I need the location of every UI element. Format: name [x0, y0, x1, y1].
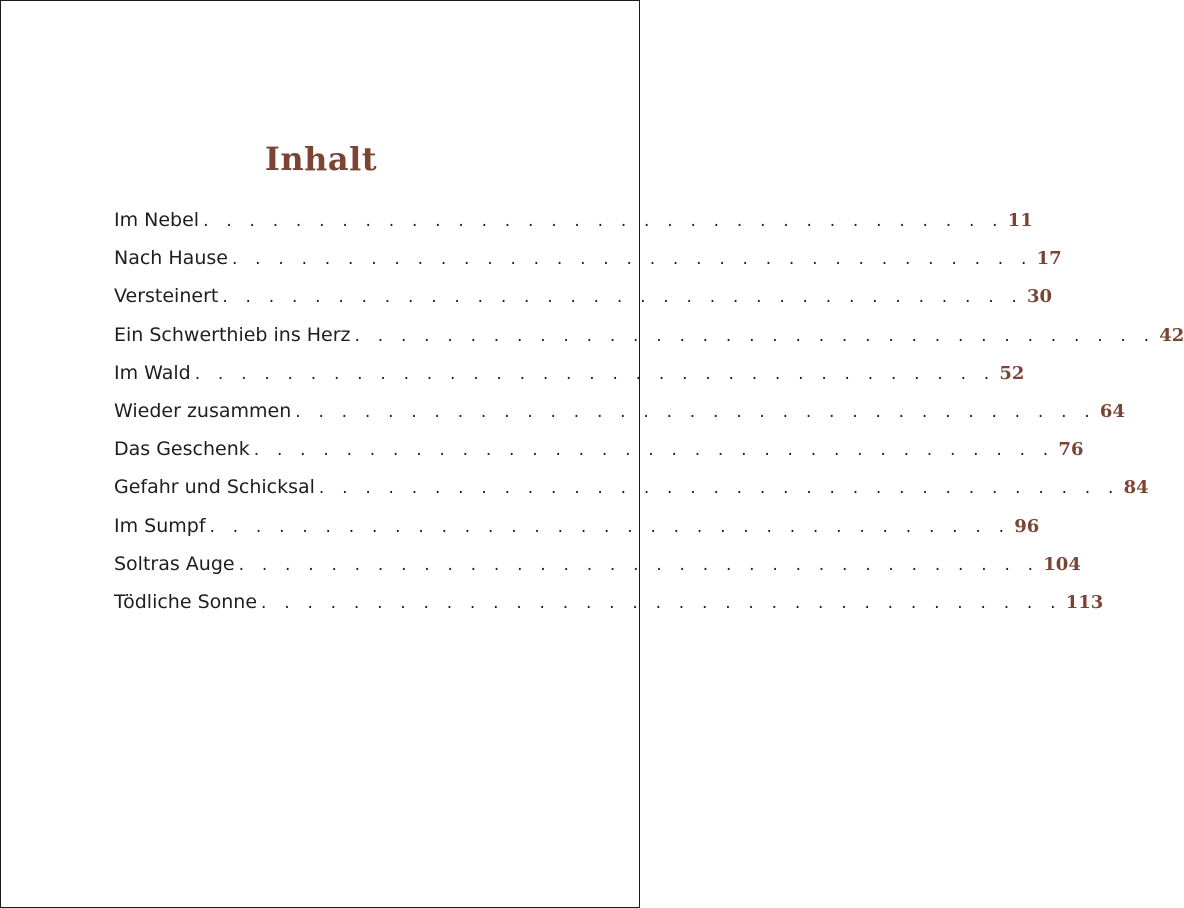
toc-entry-title: Soltras Auge — [114, 552, 235, 575]
dot-leader: . . . . . . . . . . . . . . . . . . . . . . . . . . . . . . . . . . . — [203, 211, 1004, 231]
toc-entry-page: 113 — [1065, 591, 1104, 613]
toc-entry-page: 64 — [1099, 400, 1125, 422]
toc-entry-page: 30 — [1027, 286, 1053, 308]
dot-leader: . . . . . . . . . . . . . . . . . . . . . . . . . . . . . . . . . . . — [318, 478, 1120, 499]
dot-leader: . . . . . . . . . . . . . . . . . . . . . . . . . . . . . . . . . . . — [238, 554, 1040, 575]
toc-entry-title: Das Geschenk — [114, 438, 250, 461]
dot-leader: . . . . . . . . . . . . . . . . . . . . . . . . . . . . . . . . . . . — [231, 249, 1033, 270]
toc-entry-title: Tödliche Sonne — [114, 590, 258, 613]
dot-leader: . . . . . . . . . . . . . . . . . . . . . . . . . . . . . . . . . . . — [261, 592, 1062, 613]
toc-entry-page: 96 — [1014, 515, 1040, 537]
toc-entry — [114, 507, 1040, 545]
toc-entry-title: Im Sumpf — [114, 514, 206, 537]
toc-entry-title: Nach Hause — [114, 247, 228, 270]
toc-entry-title: Gefahr und Schicksal — [114, 476, 315, 499]
toc-entry — [114, 239, 1062, 277]
dot-leader: . . . . . . . . . . . . . . . . . . . . . . . . . . . . . . . . . . . — [253, 440, 1055, 461]
toc-entry-page: 17 — [1036, 248, 1062, 270]
toc-entry-title: Im Wald — [114, 361, 191, 384]
dot-leader: . . . . . . . . . . . . . . . . . . . . . . . . . . . . . . . . . . . — [209, 516, 1011, 537]
dot-leader: . . . . . . . . . . . . . . . . . . . . . . . . . . . . . . . . . . . — [295, 401, 1096, 422]
page-title: Inhalt — [264, 140, 378, 179]
toc-entry — [114, 316, 1184, 354]
toc-entry-title: Im Nebel — [114, 209, 200, 231]
table-of-contents — [114, 201, 1184, 621]
toc-entry — [114, 392, 1125, 430]
toc-entry — [114, 354, 1025, 392]
dot-leader: . . . . . . . . . . . . . . . . . . . . . . . . . . . . . . . . . . . — [222, 287, 1024, 308]
toc-entry-title: Ein Schwerthieb ins Herz — [114, 323, 351, 346]
toc-entry — [114, 430, 1084, 468]
toc-entry-page: 42 — [1159, 324, 1184, 346]
toc-entry-title: Versteinert — [114, 285, 219, 308]
dot-leader: . . . . . . . . . . . . . . . . . . . . . . . . . . . . . . . . . . . — [354, 325, 1156, 346]
toc-entry — [114, 468, 1149, 506]
toc-entry-page: 76 — [1058, 439, 1084, 461]
toc-entry-page: 104 — [1043, 553, 1081, 575]
toc-entry — [114, 277, 1053, 315]
toc-entry — [114, 201, 1033, 239]
toc-entry-page: 84 — [1123, 477, 1149, 499]
toc-entry-page: 11 — [1007, 210, 1033, 231]
toc-entry — [114, 583, 1104, 621]
toc-entry — [114, 545, 1081, 583]
toc-entry-title: Wieder zusammen — [114, 399, 292, 422]
toc-entry-page: 52 — [999, 362, 1025, 384]
dot-leader: . . . . . . . . . . . . . . . . . . . . . . . . . . . . . . . . . . . — [194, 363, 996, 384]
